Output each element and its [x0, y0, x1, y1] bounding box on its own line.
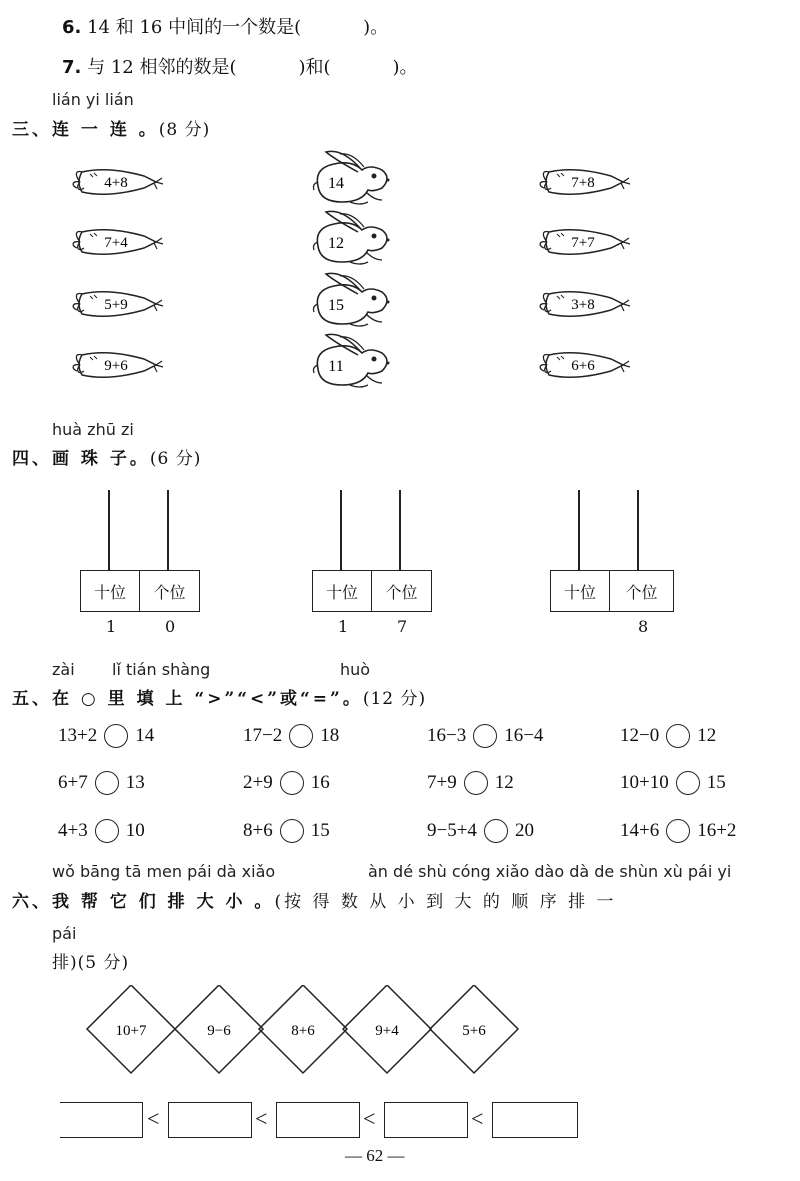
ones-label: 个位 — [153, 582, 186, 602]
right-carrot-label-1: 7+8 — [571, 175, 595, 191]
ones-rod — [167, 490, 169, 570]
order-box[interactable] — [276, 1102, 360, 1138]
left-carrot-4[interactable] — [73, 353, 163, 378]
section6-pinyin-c: pái — [52, 924, 77, 943]
place-value-box — [80, 570, 200, 612]
less-than-sign: < — [363, 1106, 376, 1131]
ones-label: 个位 — [625, 582, 658, 602]
tens-rod — [108, 490, 110, 570]
section5-pinyin-zai: zài — [52, 660, 75, 679]
less-than-sign: < — [147, 1106, 160, 1131]
right-carrots — [540, 170, 630, 378]
answer-circle[interactable] — [464, 771, 488, 795]
compare-item: 2+9 16 — [243, 772, 330, 793]
diamond-3-label: 8+6 — [291, 1023, 315, 1039]
ones-label: 个位 — [385, 582, 418, 602]
compare-item: 6+7 13 — [58, 772, 145, 793]
compare-grid — [0, 720, 800, 860]
left-carrot-2[interactable] — [73, 230, 163, 255]
diamond-1 — [87, 985, 175, 1073]
ones-value: 7 — [397, 617, 408, 636]
section6-note-end: 排)(5 分) — [52, 953, 130, 973]
less-than-sign: < — [255, 1106, 268, 1131]
answer-circle[interactable] — [280, 819, 304, 843]
answer-circle[interactable] — [280, 771, 304, 795]
diamond-5 — [430, 985, 518, 1073]
tens-rod — [340, 490, 342, 570]
answer-circle[interactable] — [289, 724, 313, 748]
rabbit-label-4: 11 — [328, 358, 344, 375]
rabbit-label-2: 12 — [328, 235, 344, 252]
tens-label: 十位 — [81, 571, 140, 611]
right-carrot-label-2: 7+7 — [571, 235, 595, 251]
section4-pinyin: huà zhū zi — [52, 420, 134, 439]
left-carrot-label-1: 4+8 — [104, 175, 128, 191]
tens-value: 1 — [106, 617, 117, 636]
rabbit-4[interactable] — [314, 334, 390, 387]
ones-value: 8 — [638, 617, 649, 636]
section3-pinyin: lián yi lián — [52, 90, 134, 109]
compare-item: 14+6 16+2 — [620, 820, 737, 841]
right-carrot-4[interactable] — [540, 353, 630, 378]
section6-title: 六、我 帮 它 们 排 大 小 。(按 得 数 从 小 到 大 的 顺 序 排 一 — [12, 892, 617, 912]
left-carrot-3[interactable] — [73, 292, 163, 317]
compare-item: 17−2 18 — [243, 725, 340, 746]
rabbit-1[interactable] — [314, 151, 390, 204]
question-7: 7. 与 12 相邻的数是( )和( )。 — [62, 57, 418, 78]
section4-title: 四、画 珠 子。(6 分) — [12, 449, 202, 469]
section6-pinyin-b: àn dé shù cóng xiǎo dào dà de shùn xù pái yi — [368, 862, 732, 881]
right-carrot-3[interactable] — [540, 292, 630, 317]
section5-pinyin-huo: huò — [340, 660, 371, 679]
compare-item: 12−0 12 — [620, 725, 717, 746]
answer-circle[interactable] — [676, 771, 700, 795]
diamond-4-label: 9+4 — [375, 1023, 399, 1039]
compare-item: 7+9 12 — [427, 772, 514, 793]
tens-rod — [578, 490, 580, 570]
rabbit-2[interactable] — [314, 211, 390, 264]
answer-circle[interactable] — [484, 819, 508, 843]
tens-label: 十位 — [313, 571, 372, 611]
diamond-2-label: 9−6 — [207, 1023, 231, 1039]
rabbits — [314, 151, 390, 387]
ones-rod — [637, 490, 639, 570]
left-carrot-label-2: 7+4 — [104, 235, 128, 251]
section5-title: 五、在 ○ 里 填 上 “>”“<”或“=”。(12 分) — [12, 689, 427, 709]
tens-value: 1 — [338, 617, 349, 636]
order-answer-row — [60, 1102, 600, 1138]
page-number: — 62 — — [345, 1146, 405, 1165]
section3-title: 三、连 一 连 。(8 分) — [12, 120, 211, 140]
place-value-box — [312, 570, 432, 612]
rabbit-label-3: 15 — [328, 297, 344, 314]
compare-item: 16−3 16−4 — [427, 725, 544, 746]
answer-circle[interactable] — [95, 771, 119, 795]
compare-item: 13+2 14 — [58, 725, 155, 746]
rabbit-3[interactable] — [314, 273, 390, 326]
ones-value: 0 — [165, 617, 176, 636]
left-carrot-1[interactable] — [73, 170, 163, 195]
matching-picture — [0, 145, 800, 400]
diamond-2 — [175, 985, 263, 1073]
compare-item: 9−5+4 20 — [427, 820, 534, 841]
right-carrot-label-4: 6+6 — [571, 358, 595, 374]
diamond-3 — [259, 985, 347, 1073]
place-value-box — [550, 570, 674, 612]
order-box[interactable] — [60, 1102, 143, 1138]
order-box[interactable] — [168, 1102, 252, 1138]
diamond-1-label: 10+7 — [115, 1023, 147, 1039]
left-carrots — [73, 170, 163, 378]
less-than-sign: < — [471, 1106, 484, 1131]
tens-label: 十位 — [551, 571, 610, 611]
answer-circle[interactable] — [666, 724, 690, 748]
abacus-row — [0, 480, 800, 640]
right-carrot-2[interactable] — [540, 230, 630, 255]
ones-rod — [399, 490, 401, 570]
compare-item: 8+6 15 — [243, 820, 330, 841]
diamond-4 — [343, 985, 431, 1073]
right-carrot-label-3: 3+8 — [571, 297, 595, 313]
diamond-chain — [0, 985, 800, 1095]
order-box[interactable] — [384, 1102, 468, 1138]
question-6: 6. 14 和 16 中间的一个数是( )。 — [62, 17, 389, 38]
diamond-5-label: 5+6 — [462, 1023, 486, 1039]
left-carrot-label-4: 9+6 — [104, 358, 128, 374]
section6-pinyin-a: wǒ bāng tā men pái dà xiǎo — [52, 862, 276, 881]
compare-item: 10+10 15 — [620, 772, 726, 793]
left-carrot-label-3: 5+9 — [104, 297, 128, 313]
order-box[interactable] — [492, 1102, 578, 1138]
answer-circle[interactable] — [104, 724, 128, 748]
answer-circle[interactable] — [95, 819, 119, 843]
section5-pinyin-tianshang: lǐ tián shàng — [112, 660, 211, 679]
compare-item: 4+3 10 — [58, 820, 145, 841]
right-carrot-1[interactable] — [540, 170, 630, 195]
answer-circle[interactable] — [473, 724, 497, 748]
answer-circle[interactable] — [666, 819, 690, 843]
rabbit-label-1: 14 — [328, 175, 344, 192]
